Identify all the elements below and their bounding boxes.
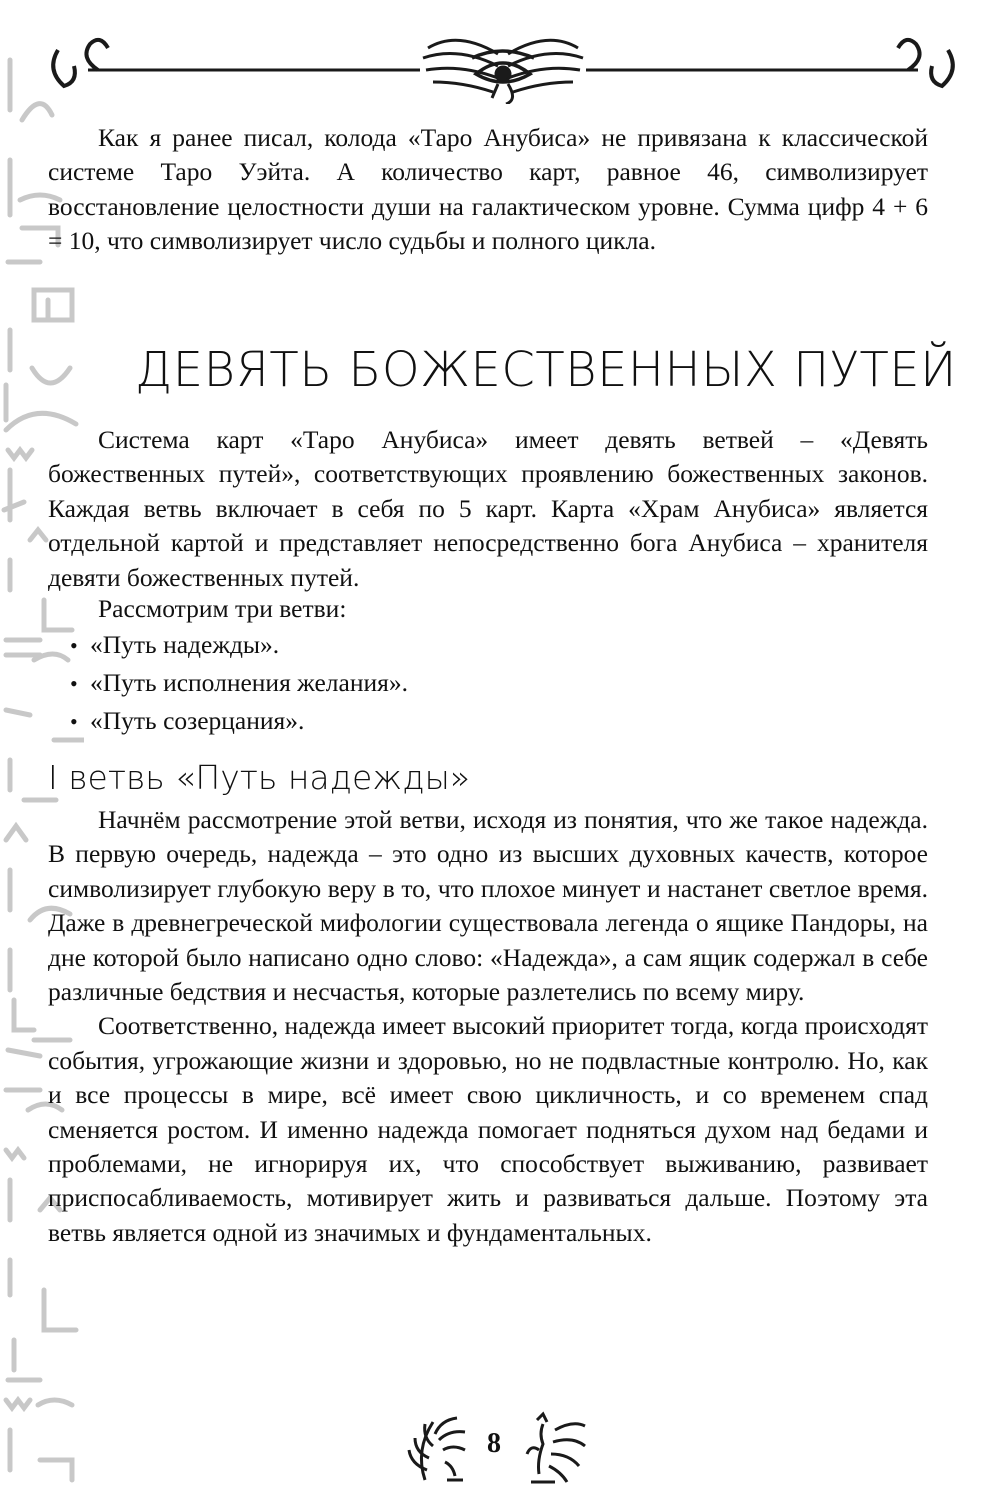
bullet-icon: • [70, 671, 78, 696]
section-paragraph: Система карт «Таро Анубиса» имеет девять ветвей – «Девять божественных путей», соответствующих проявлению божественных законов. Каждая ветвь включает в себя по 5 карт. Карта «Храм Анубиса» является отдельной картой и представляет непосредственно бога Анубиса – хранителя девяти божественных путей. [48, 425, 928, 592]
bullet-icon: • [70, 633, 78, 658]
winged-anubis-icon [527, 1414, 585, 1482]
subsection-title: I ветвь «Путь надежды» [48, 758, 471, 797]
winged-eye-of-horus-icon [28, 20, 978, 104]
subsection-paragraph: Соответственно, надежда имеет высокий приоритет тогда, когда происходят события, угрожающие жизни и здоровью, но не подвластные контролю. Но, как и все процессы в мире, всё имеет свою цикличность, и со временем спад сменяется ростом. И именно надежда помогает подняться духом над бедами и проблемами, не игнорируя их, что способствует выживанию, развивает приспосабливаемость, мотивирует жить и развиваться дальше. Поэтому эта ветвь является одной из значимых и фундаментальных. [48, 1011, 928, 1247]
section-text [48, 423, 928, 595]
subsection-paragraph: Начнём рассмотрение этой ветви, исходя из понятия, что же такое надежда. В первую очередь, надежда – это одно из высших духовных качеств, которое символизирует глубокую веру в то, что плохое минует и настанет светлое время. Даже в древнегреческой мифологии существовала легенда о ящике Пандоры, на дне которой было написано одно слово: «Надежда», а сам ящик содержал в себе различные бедствия и несчастья, которые разлетелись по всему миру. [48, 805, 928, 1007]
list-item: • «Путь надежды». [70, 628, 408, 666]
winged-feather-icon [409, 1418, 465, 1480]
intro-paragraph: Как я ранее писал, колода «Таро Анубиса» не привязана к классической системе Таро Уэйта. А количество карт, равное 46, символизирует восстановление целостности души на галактическом уровне. Сумма цифр 4 + 6 = 10, что символизирует число судьбы и полного цикла. [48, 123, 928, 256]
section-title: ДЕВЯТЬ БОЖЕСТВЕННЫХ ПУТЕЙ [135, 342, 957, 398]
list-item: • «Путь созерцания». [70, 704, 408, 742]
intro-text [48, 121, 928, 259]
list-intro: Рассмотрим три ветви: [98, 594, 347, 623]
list-item: • «Путь исполнения желания». [70, 666, 408, 704]
page-number: 8 [487, 1428, 501, 1459]
branches-list [70, 628, 408, 742]
subsection-text [48, 803, 928, 1250]
bullet-icon: • [70, 709, 78, 734]
